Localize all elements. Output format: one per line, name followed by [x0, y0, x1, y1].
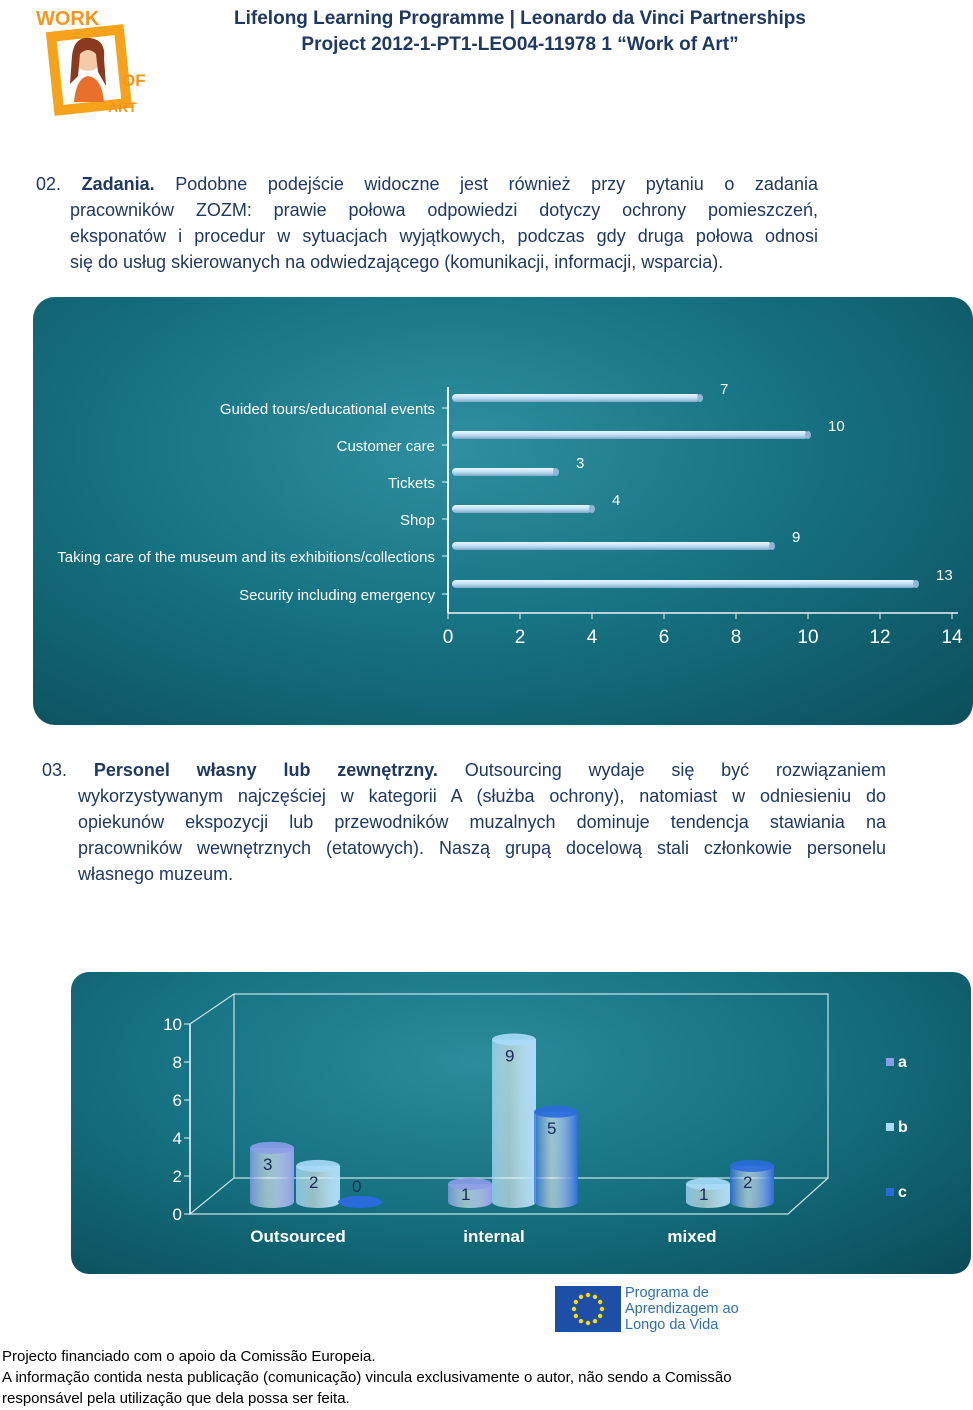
section-03-line-5: własnego muzeum. — [78, 864, 234, 884]
section-02-number: 02. — [36, 174, 62, 194]
x-tick-label: 4 — [586, 627, 598, 648]
eu-label-line-2: Aprendizagem ao — [625, 1301, 739, 1317]
eu-star-icon — [598, 1314, 602, 1318]
legend-label: b — [898, 1119, 908, 1136]
y-tick-label: 0 — [172, 1205, 182, 1224]
category-label: Guided tours/educational events — [219, 401, 435, 418]
value-label: 1 — [699, 1185, 709, 1204]
column-top — [338, 1196, 382, 1208]
side-wall — [190, 994, 234, 1214]
category-label: internal — [463, 1227, 525, 1246]
column-top — [250, 1142, 294, 1154]
x-tick-label: 12 — [869, 627, 891, 648]
value-label: 3 — [263, 1154, 273, 1174]
section-02-line-4: się do usług skierowanych na odwiedzającego (komunikacji, informacji, wsparcia). — [70, 252, 724, 272]
eu-star-icon — [579, 1295, 583, 1299]
eu-star-icon — [598, 1300, 602, 1304]
category-label: Shop — [399, 512, 435, 529]
bar-cap — [697, 394, 703, 402]
value-label: 9 — [792, 529, 801, 546]
logo-word-work: WORK — [36, 8, 100, 30]
bar-cap — [805, 431, 811, 439]
category-label: Tickets — [388, 475, 435, 492]
value-label: 0 — [352, 1177, 362, 1196]
chart-staff — [0, 972, 960, 1274]
category-label: Taking care of the museum and its exhibitions/collections — [57, 549, 435, 566]
value-label: 5 — [547, 1118, 557, 1138]
x-tick-label: 2 — [514, 627, 526, 648]
value-label: 3 — [576, 455, 585, 472]
y-tick-label: 6 — [172, 1091, 182, 1110]
section-02-line-2: pracowników ZOZM: prawie połowa odpowiedzi dotyczy ochrony pomieszczeń, — [70, 200, 818, 220]
y-tick-label: 2 — [172, 1167, 182, 1186]
column-top — [730, 1160, 774, 1172]
legend-swatch — [886, 1188, 894, 1196]
section-03-line-1: Outsourcing wydaje się być rozwiązaniem — [464, 760, 886, 780]
bar-cap — [769, 542, 775, 550]
value-label: 10 — [828, 418, 845, 435]
y-tick-label: 10 — [163, 1015, 182, 1034]
section-02-line-1: Podobne podejście widoczne jest również przy pytaniu o zadania — [175, 174, 818, 194]
bar — [452, 505, 592, 513]
footer-disclaimer-line: A informação contida nesta publicação (comunicação) vincula exclusivamente o autor, não sendo a Comissão — [2, 1369, 732, 1386]
value-label: 2 — [743, 1172, 753, 1192]
value-label: 13 — [936, 567, 953, 584]
bar-cap — [589, 505, 595, 513]
eu-star-icon — [574, 1300, 578, 1304]
bar-cap — [913, 580, 919, 588]
footer-disclaimer-line-2: responsável pela utilização que dela possa ser feita. — [2, 1390, 350, 1407]
category-label: mixed — [667, 1227, 717, 1246]
eu-star-icon — [586, 1293, 590, 1297]
category-label: Outsourced — [250, 1227, 346, 1246]
bar — [452, 580, 916, 588]
x-tick-label: 6 — [658, 627, 670, 648]
column-top — [534, 1106, 578, 1118]
section-03-line-4: pracowników wewnętrznych (etatowych). Naszą grupą docelową stali członkowie personelu — [78, 838, 886, 858]
header-programme-line: Lifelong Learning Programme | Leonardo da Vinci Partnerships — [234, 8, 806, 29]
x-tick-label: 8 — [730, 627, 742, 648]
eu-star-icon — [593, 1295, 597, 1299]
column-top — [296, 1160, 340, 1172]
section-03-line-3: opiekunów ekspozycji lub przewodników muzalnych dominuje tendencja stawiania na — [78, 812, 886, 832]
eu-label-line-1: Programa de — [625, 1285, 709, 1301]
chart-tasks — [0, 297, 963, 725]
category-label: Customer care — [336, 438, 435, 455]
work-of-art-logo — [34, 6, 146, 118]
bar — [452, 468, 556, 476]
category-label: Security including emergency — [239, 587, 435, 604]
legend-label: a — [898, 1054, 907, 1071]
section-03-number: 03. — [42, 760, 68, 780]
x-tick-label: 10 — [797, 627, 819, 648]
eu-flag-icon — [555, 1286, 621, 1332]
section-02-line-3: eksponatów i procedur w sytuacjach wyjątkowych, podczas gdy druga połowa odnosi — [70, 226, 818, 246]
column-top — [492, 1034, 536, 1046]
x-tick-label: 0 — [442, 627, 454, 648]
bar-cap — [553, 468, 559, 476]
logo-word-art: ART — [108, 99, 137, 115]
footer-funding-line: Projecto financiado com o apoio da Comissão Europeia. — [2, 1348, 376, 1365]
value-label: 1 — [461, 1185, 471, 1204]
value-label: 9 — [505, 1046, 515, 1066]
y-tick-label: 8 — [172, 1053, 182, 1072]
eu-label-line-3: Longo da Vida — [625, 1317, 719, 1333]
header-project-line: Project 2012-1-PT1-LEO04-11978 1 “Work of Art” — [301, 34, 739, 55]
value-label: 7 — [720, 381, 729, 398]
legend-swatch — [886, 1123, 894, 1131]
eu-star-icon — [593, 1319, 597, 1323]
legend-label: c — [898, 1184, 907, 1201]
eu-star-icon — [572, 1307, 576, 1311]
eu-star-icon — [600, 1307, 604, 1311]
section-02-paragraph — [36, 171, 818, 275]
bar — [452, 542, 772, 550]
value-label: 2 — [309, 1172, 319, 1192]
eu-star-icon — [574, 1314, 578, 1318]
eu-star-icon — [579, 1319, 583, 1323]
section-03-heading: Personel własny lub zewnętrzny. — [93, 760, 438, 780]
eu-star-icon — [586, 1321, 590, 1325]
legend-swatch — [886, 1058, 894, 1066]
bar — [452, 394, 700, 402]
value-label: 4 — [612, 492, 621, 509]
eu-programme-label — [625, 1285, 739, 1333]
section-02-heading: Zadania. — [81, 174, 155, 194]
logo-word-of: OF — [122, 71, 146, 90]
section-03-paragraph — [42, 757, 886, 887]
x-tick-label: 14 — [941, 627, 963, 648]
y-tick-label: 4 — [172, 1129, 182, 1148]
section-03-line-2: wykorzystywanym najczęściej w kategorii A (służba ochrony), natomiast w odniesieniu do — [78, 786, 886, 806]
bar — [452, 431, 808, 439]
